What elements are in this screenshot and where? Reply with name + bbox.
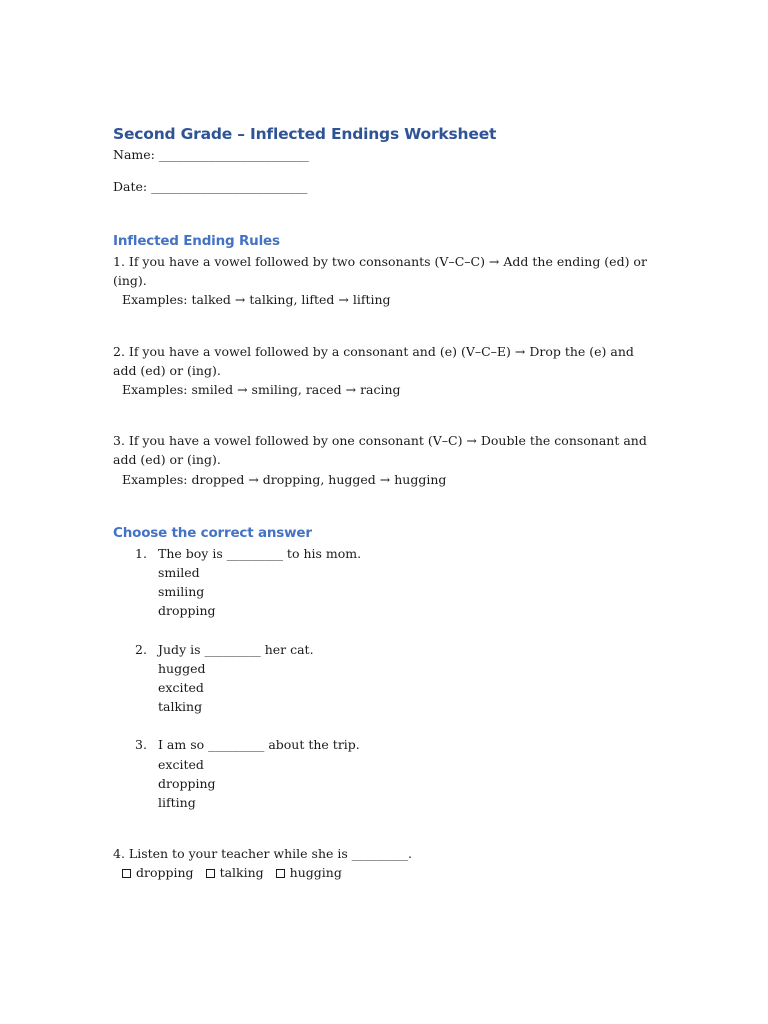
- rule-text: 2. If you have a vowel followed by a consonant and (e) (V–C–E) → Drop the (e) and add (ed) or (ing).: [113, 343, 634, 378]
- date-field: Date: _________________________: [113, 179, 308, 194]
- rules-heading: Inflected Ending Rules: [113, 233, 280, 249]
- rule-examples: Examples: talked → talking, lifted → lifting: [122, 292, 391, 308]
- answer-option[interactable]: smiled: [158, 565, 200, 581]
- answer-option[interactable]: smiling: [158, 584, 205, 600]
- answer-option[interactable]: lifting: [158, 795, 196, 811]
- choice-label: dropping: [136, 865, 194, 881]
- answer-option[interactable]: dropping: [158, 775, 216, 791]
- answer-option[interactable]: hugged: [158, 660, 206, 676]
- choice-label: talking: [219, 865, 264, 881]
- checkbox[interactable]: [276, 869, 285, 878]
- question-prompt: The boy is _________ to his mom.: [158, 545, 362, 561]
- checkbox[interactable]: [122, 869, 131, 878]
- rule-2: [113, 342, 658, 400]
- checkbox[interactable]: [206, 869, 215, 878]
- question-4-prompt: 4. Listen to your teacher while she is _________.: [113, 846, 412, 862]
- answer-option[interactable]: talking: [158, 699, 203, 715]
- question-2: [113, 640, 658, 717]
- answer-option[interactable]: excited: [158, 680, 204, 696]
- choice-hugging[interactable]: [276, 863, 342, 882]
- rule-text: 1. If you have a vowel followed by two consonants (V–C–C) → Add the ending (ed) or (ing).: [113, 254, 647, 289]
- question-prompt: I am so _________ about the trip.: [158, 737, 360, 753]
- rule-text: 3. If you have a vowel followed by one consonant (V–C) → Double the consonant and add (ed) or (ing).: [113, 433, 647, 468]
- worksheet-title: Second Grade – Inflected Endings Worksheet: [113, 125, 497, 143]
- quiz-heading: Choose the correct answer: [113, 524, 312, 541]
- question-number: 2.: [135, 641, 147, 657]
- question-number: 3.: [135, 737, 147, 753]
- choice-dropping[interactable]: [122, 863, 194, 882]
- question-prompt: Judy is _________ her cat.: [158, 641, 314, 657]
- name-field: Name: ________________________: [113, 147, 309, 162]
- question-3: [113, 735, 658, 812]
- question-list: [113, 544, 658, 812]
- worksheet-page: [113, 122, 658, 883]
- rule-3: [113, 431, 658, 489]
- answer-option[interactable]: excited: [158, 756, 204, 772]
- rule-1: [113, 252, 658, 310]
- rule-examples: Examples: dropped → dropping, hugged → hugging: [122, 471, 447, 487]
- answer-option[interactable]: dropping: [158, 603, 216, 619]
- choice-label: hugging: [289, 865, 342, 881]
- question-4-choices: [113, 863, 658, 882]
- choice-talking[interactable]: [206, 863, 264, 882]
- question-1: [113, 544, 658, 621]
- question-number: 1.: [135, 545, 147, 561]
- rule-examples: Examples: smiled → smiling, raced → racing: [122, 382, 401, 398]
